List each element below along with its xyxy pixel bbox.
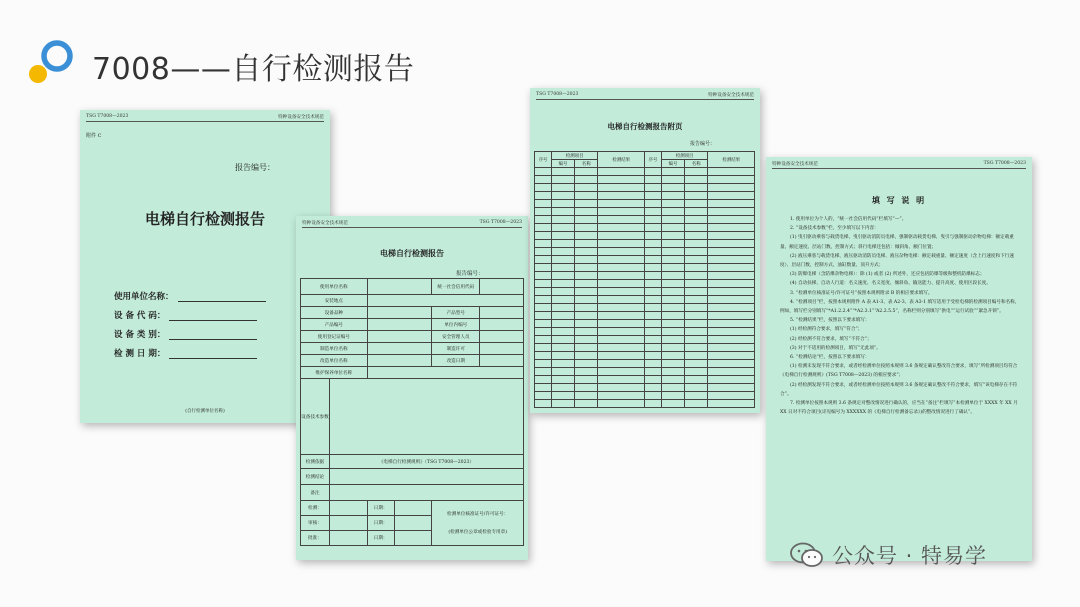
table-row — [535, 296, 755, 304]
instructions-title: 填 写 说 明 — [871, 195, 927, 205]
table-row — [535, 392, 755, 400]
table-row — [535, 200, 755, 208]
form-cell: 设备品种 — [301, 307, 368, 319]
header-code: TSG T7008—2023 — [479, 220, 522, 225]
report-form-page — [296, 216, 528, 560]
table-row — [535, 360, 755, 368]
instruction-paragraph: 2. “设备技术参数”栏，至少填写以下内容： — [790, 226, 879, 232]
instructions-body — [780, 215, 1022, 417]
form-cell: 产品编号 — [301, 319, 368, 331]
table-row — [535, 328, 755, 336]
report-number-label: 报告编号： — [690, 141, 716, 147]
table-row — [535, 304, 755, 312]
report-form-table — [300, 278, 524, 546]
instruction-paragraph: (3) 防爆电梯（含防爆杂物电梯）：除 (1) 或者 (2) 所述外，还应包括防爆等级和整机防爆标志； — [790, 272, 985, 278]
report-number-label: 报告编号： — [456, 271, 484, 277]
table-row — [535, 264, 755, 272]
page-header — [772, 161, 1026, 169]
cover-field: 检 测 日 期： — [114, 347, 257, 359]
header-code: TSG T7008—2023 — [983, 161, 1026, 166]
form-cell: 检测依据 — [301, 455, 330, 469]
grid-head: 序号 — [644, 152, 661, 168]
header-spec: 特种设备安全技术规范 — [772, 162, 818, 167]
slide-title: 7008——自行检测报告 — [92, 52, 415, 87]
cover-field: 设 备 类 别： — [114, 328, 257, 340]
instruction-paragraph: (2) 经检测不符合要求，填写“不符合”； — [790, 336, 872, 342]
instruction-paragraph: 1. 使用单位为个人的，“统一社会信用代码”栏填写“—”。 — [790, 217, 907, 222]
instruction-paragraph: 3. “检测单位核准证号/许可证号”按照本规则附录 B 的相应要求填写。 — [790, 290, 933, 296]
table-row — [535, 184, 755, 192]
header-spec: 特种设备安全技术规范 — [302, 221, 348, 226]
table-row — [535, 320, 755, 328]
table-row — [535, 208, 755, 216]
grid-subhead: 编号 — [551, 160, 574, 168]
instruction-paragraph: 7. 检测单位按照本规则 3.6 条规定对整改情况进行确认的，应当在“备注”栏填写“本检测单位于 XXXX 年 XX 月 XX 日对不符合项目(详见编号为 XXXXXX 的《电梯自行检测备忘录》)的整改情况进行了确认”。 — [780, 401, 1018, 416]
grid-head: 检测结果 — [598, 152, 645, 168]
table-row — [535, 176, 755, 184]
report-number-label: 报告编号： — [235, 163, 275, 172]
table-row — [535, 288, 755, 296]
page-header — [86, 114, 324, 122]
stamp-subtext: (检测单位公章或检验专用章) — [448, 529, 508, 535]
form-cell: 制造许可 — [432, 343, 480, 355]
table-row — [535, 216, 755, 224]
grid-subhead: 名称 — [575, 160, 598, 168]
form-cell: 设备技术参数 — [301, 379, 330, 455]
instruction-paragraph: (1) 经检测符合要求，填写“符合”； — [790, 327, 863, 333]
table-row — [535, 224, 755, 232]
form-cell: 安装地点 — [301, 295, 368, 307]
table-row — [535, 344, 755, 352]
filling-instructions-page — [766, 157, 1032, 561]
cover-field: 使用单位名称： — [114, 290, 266, 302]
slide-logo-icon — [24, 38, 80, 88]
grid-subhead: 名称 — [685, 160, 708, 168]
form-cell: 改造单位名称 — [301, 355, 368, 367]
form-cell: 检测结论 — [301, 469, 330, 485]
grid-subhead: 编号 — [661, 160, 684, 168]
table-row — [535, 368, 755, 376]
form-cell: 安全管理人员 — [432, 331, 480, 343]
instruction-paragraph: 6. “检测结论”栏，按照以下要求填写： — [790, 355, 870, 361]
table-row — [535, 256, 755, 264]
wechat-icon — [790, 542, 824, 568]
grid-head: 序号 — [535, 152, 552, 168]
cover-footer: (自行检测单位名称) — [185, 409, 225, 414]
table-row — [535, 272, 755, 280]
watermark-text: 公众号 · 特易学 — [832, 544, 988, 568]
instruction-paragraph: 4. “检测项目”栏，按照本规则附件 A 表 A1-3、表 A2-3、表 A3-1 填写适用于受检电梯的检测项目编号和名称，例如，填写栏分别填写“*A1.2.2.4”“*A2.3.1”“A2.2.5.5”，名称栏则分别填写“供电”“运行试验”“紧急开锁”。 — [780, 299, 1020, 315]
cover-title: 电梯自行检测报告 — [144, 210, 265, 228]
table-row — [535, 248, 755, 256]
form-cell: 改造日期 — [432, 355, 480, 367]
form-cell: 批准： — [301, 531, 330, 546]
form-cell: 使用登记证编号 — [301, 331, 368, 343]
instruction-paragraph: 5. “检测结果”栏，按照以下要求填写： — [790, 318, 870, 324]
cover-field: 设 备 代 码： — [114, 309, 257, 321]
form-title: 电梯自行检测报告 — [380, 248, 444, 258]
table-row — [535, 400, 755, 408]
form-cell: 备注 — [301, 485, 330, 501]
table-row — [535, 240, 755, 248]
wechat-watermark — [790, 540, 987, 570]
header-code: TSG T7008—2023 — [536, 92, 579, 97]
page-header — [536, 92, 754, 100]
form-cell: 检测： — [301, 501, 330, 516]
attached-page-title: 电梯自行检测报告附页 — [607, 122, 683, 131]
instruction-paragraph: (2) 液压乘客与载货电梯、液压驱动消防员电梯、液压杂物电梯：额定载重量、额定速度（含上行速度和下行速度）、层站门数、控制方式、油缸数量、顶升方式； — [780, 253, 1014, 269]
table-row — [535, 232, 755, 240]
form-cell: 日期： — [367, 516, 394, 531]
report-attached-page — [530, 88, 760, 413]
table-row — [535, 192, 755, 200]
form-cell: 单位内编号 — [432, 319, 480, 331]
header-spec: 特种设备安全技术规范 — [278, 115, 324, 120]
form-cell: 日期： — [367, 501, 394, 516]
grid-head: 检测项目 — [551, 152, 598, 160]
form-cell: 《电梯自行检测规则》（TSG T7008—2023） — [329, 455, 523, 469]
grid-head: 检测结果 — [708, 152, 755, 168]
form-cell: 使用单位名称 — [301, 279, 368, 295]
table-row — [535, 168, 755, 176]
form-cell: 制造单位名称 — [301, 343, 368, 355]
instruction-paragraph: (2) 经检测发现不符合要求，或者经检测单位按照本规则 3.6 条规定确认整改不符合要求，填写“该电梯存在不符合”。 — [780, 382, 1018, 397]
table-row — [535, 280, 755, 288]
form-cell: 日期： — [367, 531, 394, 546]
instruction-paragraph: (3) 对于不适用的检测项目，填写“无此项”。 — [790, 345, 881, 351]
stamp-text: 检测单位核准证号/许可证号： — [447, 511, 509, 517]
instruction-paragraph: (1) 曳引驱动乘客与载货电梯、曳引驱动消防员电梯、强制驱动载货电梯、曳引与强制驱动杂物电梯：额定载重量、额定速度、层站门数、控制方式；斜行电梯还包括：倾斜角、额门位置； — [780, 235, 1014, 250]
form-cell: 产品型号 — [432, 307, 480, 319]
form-cell: 维护保养单位名称 — [301, 367, 368, 379]
form-cell: 统一社会信用代码 — [432, 279, 480, 295]
table-row — [535, 376, 755, 384]
instruction-paragraph: (4) 自动扶梯、自动人行道：名义速度、名义宽度、倾斜角、输送能力、提升高度、使用区段长度。 — [790, 281, 991, 287]
form-cell: 审核： — [301, 516, 330, 531]
table-row — [535, 312, 755, 320]
table-row — [535, 336, 755, 344]
result-grid-table — [534, 151, 755, 408]
table-row — [535, 352, 755, 360]
table-row — [535, 384, 755, 392]
report-cover-page — [80, 110, 330, 423]
attachment-label: 附件 C — [86, 133, 102, 139]
header-spec: 特种设备安全技术规范 — [708, 93, 754, 98]
header-code: TSG T7008—2023 — [86, 114, 129, 119]
grid-head: 检测项目 — [661, 152, 708, 160]
instruction-paragraph: (1) 检测未发现不符合要求，或者经检测单位按照本规则 3.6 条规定确认整改符合要求，填写“所检测项目均符合《电梯自行检测规则》(TSG T7008—2023) 的相应要求”； — [780, 364, 1018, 379]
page-header — [302, 220, 522, 228]
